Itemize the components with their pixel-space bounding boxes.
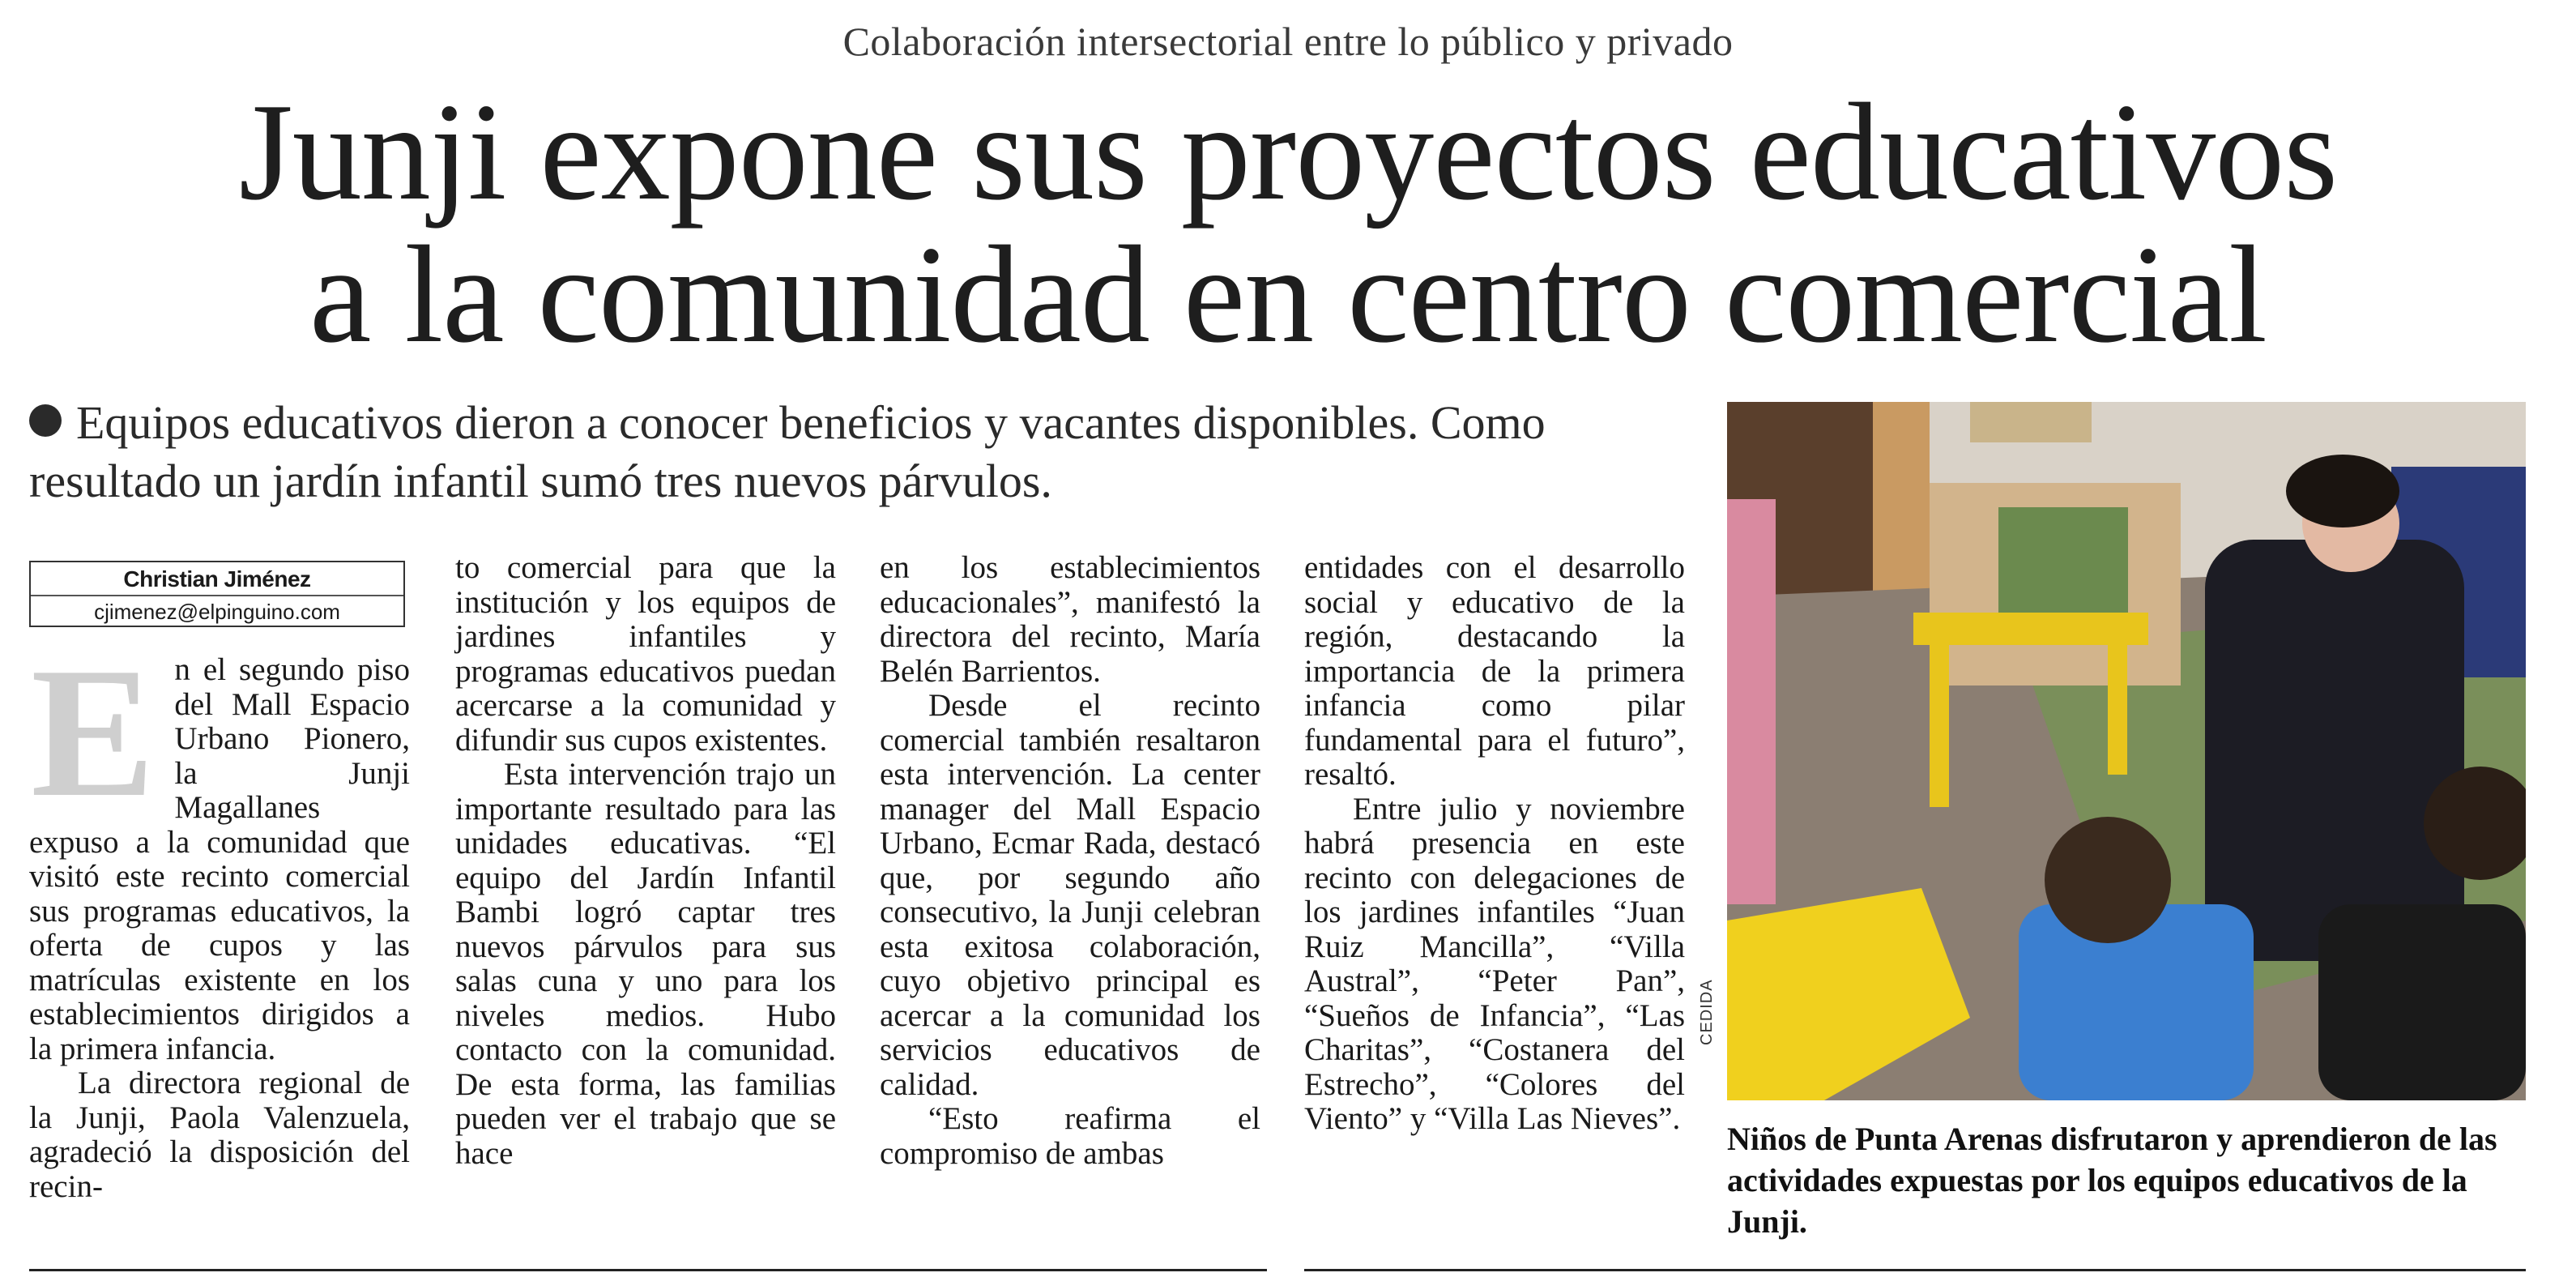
article-deck <box>29 394 1698 510</box>
photo-illustration <box>1727 402 2526 1100</box>
paragraph-text: n el segundo piso del Mall Espacio Urbano Pionero, la Junji Magallanes expuso a la comunidad que visitó este recinto comercial sus programas educativos, la oferta de cupos y las matrículas existente en los establecimientos dirigidos a la primera infancia. <box>29 652 410 1066</box>
paragraph: entidades con el desarrollo social y educativo de la región, destacando la importancia de la primera infancia como pilar fundamental para el futuro”, resaltó. <box>1304 550 1685 792</box>
article-headline <box>0 75 2576 372</box>
bullet-icon <box>29 404 62 437</box>
article-column-4 <box>1304 551 1685 1137</box>
article-column-3 <box>880 551 1260 1171</box>
bottom-rule-right <box>1304 1269 2526 1271</box>
article-photo <box>1727 402 2526 1100</box>
paragraph: Desde el recinto comercial también resaltaron esta intervención. La center manager del Mall Espacio Urbano, Ecmar Rada, destacó que, por segundo año consecutivo, la Junji celebran esta exitosa colaboración, cuyo objetivo principal es acercar a la comunidad los servicios educativos de calidad. <box>880 688 1260 1102</box>
paragraph <box>29 629 410 1066</box>
byline-email[interactable]: cjimenez@elpinguino.com <box>94 600 340 624</box>
paragraph: to comercial para que la institución y los equipos de jardines infantiles y programas educativos puedan acercarse a la comunidad y difundir sus cupos existentes. <box>455 550 836 758</box>
paragraph: en los establecimientos educacionales”, manifestó la directora del recinto, María Belén Barrientos. <box>880 550 1260 689</box>
deck-text: Equipos educativos dieron a conocer beneficios y vacantes disponibles. Como resultado un jardín infantil sumó tres nuevos párvulos. <box>29 396 1546 507</box>
headline-line-1: Junji expone sus proyectos educativos <box>238 75 2338 229</box>
drop-cap: E <box>31 629 156 835</box>
photo-credit: CEDIDA <box>1698 979 1716 1045</box>
paragraph: Esta intervención trajo un importante resultado para las unidades educativas. “El equipo del Jardín Infantil Bambi logró captar tres nuevos párvulos para sus salas cuna y uno para los niveles medios. Hubo contacto con la comunidad. De esta forma, las familias pueden ver el trabajo que se hace <box>455 757 836 1171</box>
article-column-2 <box>455 551 836 1171</box>
photo-caption: Niños de Punta Arenas disfrutaron y aprendieron de las actividades expuestas por los equipos educativos de la Junji. <box>1727 1121 2497 1240</box>
paragraph: “Esto reafirma el compromiso de ambas <box>880 1101 1260 1171</box>
bottom-rule-left <box>29 1269 1267 1271</box>
byline-box <box>29 561 405 627</box>
article-kicker: Colaboración intersectorial entre lo público y privado <box>842 19 1734 64</box>
article-column-1 <box>29 629 410 1204</box>
headline-line-2: a la comunidad en centro comercial <box>309 218 2267 372</box>
byline-author: Christian Jiménez <box>31 564 403 596</box>
paragraph: Entre julio y noviembre habrá presencia en este recinto con delegaciones de los jardines infantiles “Juan Ruiz Mancilla”, “Villa Austral”, “Peter Pan”, “Sueños de Infancia”, “Las Charitas”, “Costanera del Estrecho”, “Colores del Viento” y “Villa Las Nieves”. <box>1304 791 1685 1136</box>
paragraph: La directora regional de la Junji, Paola Valenzuela, agradeció la disposición del recin- <box>29 1066 410 1204</box>
